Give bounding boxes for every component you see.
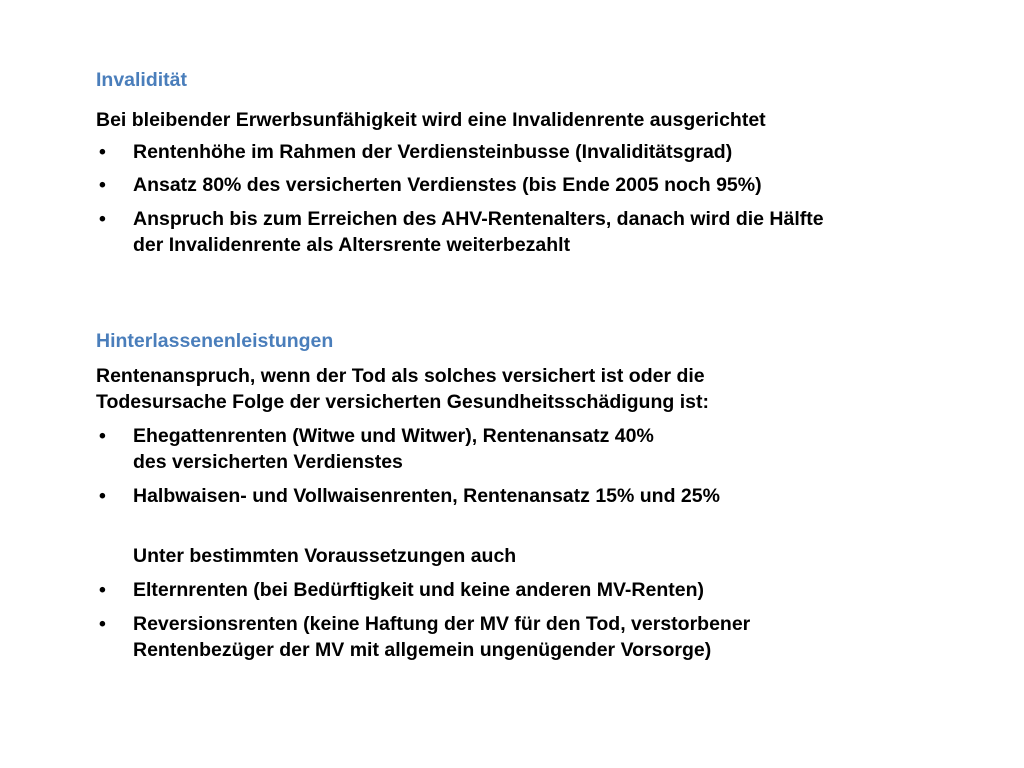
bullet-item <box>96 139 956 165</box>
bullet-item <box>96 483 956 509</box>
bullet-text: • Halbwaisen- und Vollwaisenrenten, Rentenansatz 15% und 25% <box>133 485 720 507</box>
bullet-item <box>96 172 956 198</box>
bullet-text: • Reversionsrenten (keine Haftung der MV für den Tod, verstorbener <box>133 613 751 635</box>
section-lead: Bei bleibender Erwerbsunfähigkeit wird eine Invalidenrente ausgerichtet <box>96 109 766 131</box>
bullet-text: • Elternrenten (bei Bedürftigkeit und keine anderen MV-Renten) <box>133 579 704 601</box>
conditional-intro: Unter bestimmten Voraussetzungen auch <box>133 545 517 567</box>
bullet-list <box>96 139 956 258</box>
lead-line: Todesursache Folge der versicherten Gesundheitsschädigung ist: <box>96 391 709 413</box>
bullet-list <box>96 423 956 509</box>
bullet-text: Rentenbezüger der MV mit allgemein ungenügender Vorsorge) <box>133 639 712 661</box>
section-heading: Hinterlassenenleistungen <box>96 330 334 352</box>
bullet-text: • Ansatz 80% des versicherten Verdienstes (bis Ende 2005 noch 95%) <box>133 174 762 196</box>
bullet-item <box>96 206 956 258</box>
bullet-item <box>96 423 956 475</box>
bullet-text: • Ehegattenrenten (Witwe und Witwer), Rentenansatz 40% <box>133 425 654 447</box>
bullet-text: der Invalidenrente als Altersrente weiterbezahlt <box>133 234 571 256</box>
bullet-item <box>96 577 956 603</box>
conditional-bullet-list <box>96 577 956 663</box>
section-hinterlassenenleistungen <box>96 328 956 663</box>
section-lead <box>96 363 956 415</box>
section-heading: Invalidität <box>96 69 188 91</box>
bullet-text: • Rentenhöhe im Rahmen der Verdiensteinbusse (Invaliditätsgrad) <box>133 141 733 163</box>
section-invaliditaet <box>96 67 956 258</box>
lead-line: Rentenanspruch, wenn der Tod als solches versichert ist oder die <box>96 365 705 387</box>
bullet-item <box>96 611 956 663</box>
bullet-text: • Anspruch bis zum Erreichen des AHV-Rentenalters, danach wird die Hälfte <box>133 208 824 230</box>
bullet-text: des versicherten Verdienstes <box>133 451 403 473</box>
